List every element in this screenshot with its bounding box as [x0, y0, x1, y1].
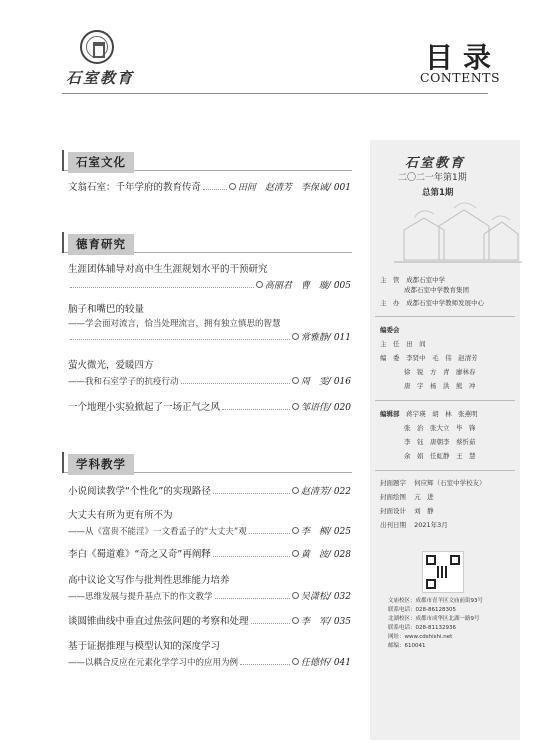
section-title: 德育研究: [68, 234, 134, 255]
toc-entry[interactable]: [68, 304, 351, 344]
leader-dots: [222, 409, 290, 410]
leader-dots: [70, 287, 254, 288]
sponsor-row: [380, 275, 445, 285]
leader-dots: [203, 189, 227, 190]
members-value: 李贤中 毛 伟 赵清芳: [406, 354, 478, 362]
entry-author: 赵清芳: [300, 487, 328, 497]
cover-title-value: 何应辉（石室中学校友）: [414, 479, 486, 487]
section-header-culture: [62, 150, 352, 171]
entry-author: 李 柳: [300, 527, 328, 537]
sponsor-value: 成都石室中学: [406, 276, 446, 284]
toc-entry[interactable]: [68, 510, 351, 538]
toc-entry[interactable]: [68, 486, 351, 498]
entry-author: 黄 波: [300, 550, 328, 560]
entry-author: 田间 赵清芳 李保诚: [237, 183, 328, 193]
bullet-icon: [292, 550, 299, 557]
date-value: 2021年3月: [414, 521, 448, 529]
bullet-icon: [256, 281, 263, 288]
section-title: 石室文化: [68, 152, 134, 173]
page-subtitle: CONTENTS: [420, 70, 501, 85]
entry-page: / 001: [327, 183, 351, 193]
page-title: 目录: [425, 41, 502, 74]
entry-page: / 011: [327, 333, 351, 343]
toc-entry[interactable]: [68, 575, 351, 603]
entry-subtitle: ——思维发展与提升基点下的作文教学: [68, 592, 213, 602]
entry-title: 文翁石室：千年学府的教育传奇: [68, 182, 202, 193]
editors-row: [380, 409, 478, 419]
school-seal-logo: [80, 30, 114, 64]
director-value: 田 间: [406, 340, 426, 348]
section-header-moral: [62, 232, 352, 253]
issue-label: 二〇二一年第1期: [398, 173, 467, 183]
entry-page: / 032: [327, 592, 351, 602]
date-row: [380, 520, 448, 530]
organizer-label: 主 办: [380, 299, 400, 307]
sidebar-divider: [375, 316, 515, 317]
entry-title: 生涯团体辅导对高中生生涯规划水平的干预研究: [68, 264, 268, 275]
contact-line: 北湖校区：成都市成华区北湖一路9号: [388, 616, 480, 622]
editors-value-3: 李 钰 唐朝李 蔡忻茹: [404, 438, 476, 446]
entry-page: / 025: [327, 527, 351, 537]
editors-value-2: 张 治 张大立 毕 锋: [404, 424, 476, 432]
entry-page: / 005: [327, 281, 351, 291]
organizer-row: [380, 298, 484, 308]
bullet-icon: [292, 377, 299, 384]
sidebar-divider: [375, 400, 515, 401]
entry-page: / 016: [327, 377, 351, 387]
bullet-icon: [292, 403, 299, 410]
cover-paint-value: 亢 进: [414, 493, 434, 501]
bullet-icon: [292, 592, 299, 599]
leader-dots: [181, 383, 290, 384]
entry-author: 任德怀: [300, 658, 328, 668]
entry-subtitle: ——学会面对流言，恰当处理流言，拥有独立慎思的智慧: [68, 319, 281, 329]
entry-page: / 020: [327, 403, 351, 413]
bullet-icon: [229, 183, 236, 190]
total-issue-label: 总第1期: [422, 188, 454, 198]
entry-page: / 028: [327, 550, 351, 560]
entry-subtitle: ——从《富贵不能淫》一文看孟子的“大丈夫”观: [68, 527, 247, 537]
cover-design-value: 刘 静: [414, 507, 434, 515]
entry-page: / 041: [327, 658, 351, 668]
toc-entry[interactable]: [68, 641, 351, 669]
entry-title: 脑子和嘴巴的较量: [68, 304, 145, 315]
qr-code-icon[interactable]: [422, 551, 464, 593]
cover-title-label: 封面题字: [380, 479, 406, 487]
organizer-value: 成都石室中学教师发展中心: [406, 299, 485, 307]
entry-author: 周 雯: [300, 377, 328, 387]
leader-dots: [251, 623, 290, 624]
members-label: 编 委: [380, 354, 400, 362]
entry-author: 高丽君 曹 璇: [264, 281, 328, 291]
members-row: [380, 353, 478, 363]
toc-entry[interactable]: [68, 402, 351, 414]
entry-page: / 035: [327, 617, 351, 627]
school-building-illustration: [394, 200, 522, 272]
leader-dots: [70, 339, 290, 340]
entry-author: 常雅静: [300, 333, 328, 343]
members-value-3: 唐 宇 杨 洪 熊 冲: [404, 382, 476, 390]
bullet-icon: [292, 527, 299, 534]
editors-value-4: 余 娟 任虹静 王 慧: [404, 452, 476, 460]
sidebar-brand-logo: 石室教育: [405, 156, 466, 171]
entry-title: 小说阅读教学“个性化”的实现路径: [68, 486, 211, 497]
date-label: 出刊日期: [380, 521, 406, 529]
entry-author: 李 军: [300, 617, 328, 627]
leader-dots: [249, 533, 290, 534]
toc-entry[interactable]: [68, 616, 351, 628]
cover-title-row: [380, 478, 486, 488]
entry-subtitle: ——我和石室学子的抗疫行动: [68, 377, 179, 387]
leader-dots: [240, 664, 290, 665]
entry-title: 谈圆锥曲线中垂直过焦弦问题的考察和处理: [68, 616, 249, 627]
entry-author: 邹语佳: [300, 403, 328, 413]
header-divider: [62, 93, 488, 94]
leader-dots: [213, 493, 290, 494]
editors-label: 编辑部: [380, 410, 400, 418]
toc-entry[interactable]: [68, 549, 351, 561]
section-header-teaching: [62, 452, 352, 473]
sponsor-value-2: 成都石室中学教育集团: [404, 286, 469, 294]
cover-design-row: [380, 506, 434, 516]
entry-title: 一个地理小实验掀起了一场正气之风: [68, 402, 221, 413]
members-value-2: 徐 锐 方 青 廖林春: [404, 368, 476, 376]
entry-title: 基于证据推理与模型认知的深度学习: [68, 641, 221, 652]
contact-line: 文庙校区：成都市青羊区文庙前街93号: [388, 598, 483, 604]
bullet-icon: [292, 487, 299, 494]
leader-dots: [213, 556, 290, 557]
contact-line: 联系电话：028-86128305: [388, 607, 456, 613]
brand-logo-text: 石室教育: [66, 69, 135, 87]
committee-title: 编委会: [380, 326, 400, 334]
cover-paint-row: [380, 492, 434, 502]
sponsor-label: 主 管: [380, 276, 400, 284]
entry-page: / 022: [327, 487, 351, 497]
section-title: 学科教学: [68, 454, 134, 475]
contact-line: 联系电话：028-81132936: [388, 625, 456, 631]
entry-title: 李白《蜀道难》“奇之又奇”再阐释: [68, 549, 211, 560]
editors-value: 蒋宇瑛 胡 林 张燕明: [406, 410, 478, 418]
cover-design-label: 封面设计: [380, 507, 406, 515]
toc-entry[interactable]: [68, 182, 351, 194]
entry-title: 大丈夫有所为更有所不为: [68, 510, 173, 521]
toc-entry[interactable]: [68, 264, 351, 292]
sidebar-divider: [375, 470, 515, 471]
bullet-icon: [292, 658, 299, 665]
cover-paint-label: 封面绘图: [380, 493, 406, 501]
entry-author: 吴潇松: [300, 592, 328, 602]
website-link[interactable]: 网址：www.cdshishi.net: [388, 634, 453, 640]
leader-dots: [215, 598, 290, 599]
bullet-icon: [292, 617, 299, 624]
contact-line: 邮编：610041: [388, 643, 426, 649]
entry-title: 萤火微光，爱暖四方: [68, 360, 154, 371]
toc-entry[interactable]: [68, 360, 351, 388]
bullet-icon: [292, 333, 299, 340]
director-label: 主 任: [380, 340, 400, 348]
director-row: [380, 339, 426, 349]
entry-title: 高中议论文写作与批判性思维能力培养: [68, 575, 230, 586]
entry-subtitle: ——以耦合反应在元素化学学习中的应用为例: [68, 658, 239, 668]
